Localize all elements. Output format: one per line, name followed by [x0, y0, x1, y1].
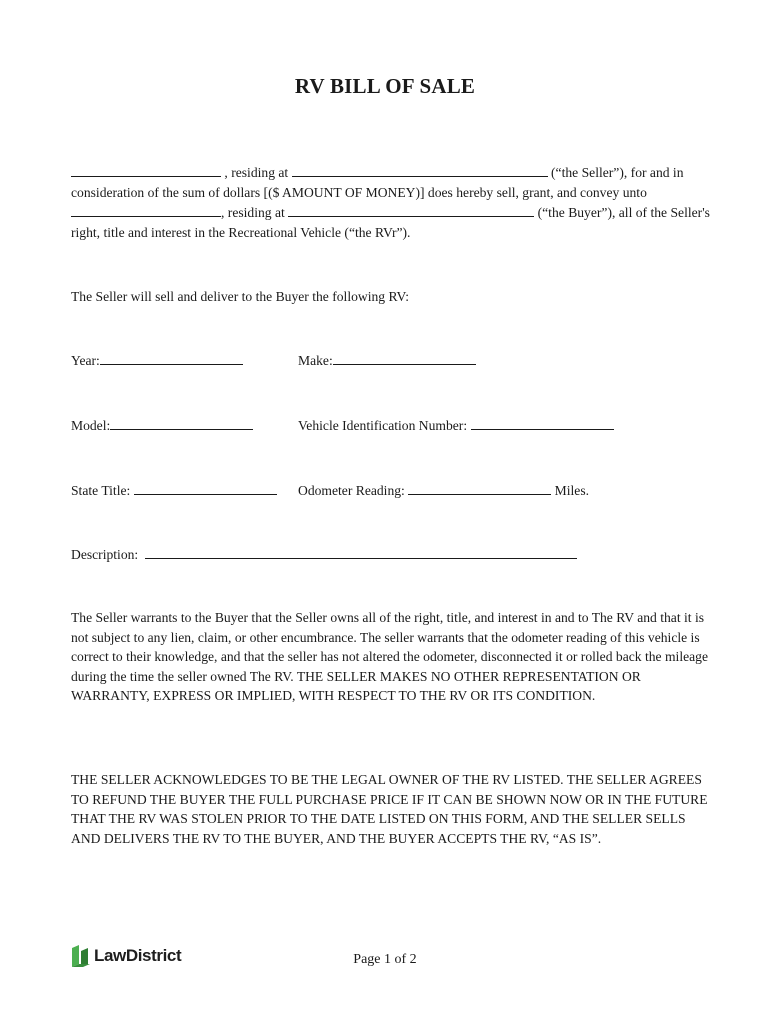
state-title-blank[interactable]	[134, 480, 277, 495]
model-label: Model:	[71, 418, 111, 433]
odometer-blank[interactable]	[408, 480, 551, 495]
model-blank[interactable]	[110, 415, 253, 430]
year-blank[interactable]	[100, 350, 243, 365]
acknowledgement-paragraph: THE SELLER ACKNOWLEDGES TO BE THE LEGAL OWNER OF THE RV LISTED. THE SELLER AGREES TO REFUND THE BUYER THE FULL PURCHASE PRICE IF IT CAN BE SHOWN NOW OR IN THE FUTURE THAT THE RV WAS STOLEN PRIOR TO THE DATE LISTED ON THIS FORM, AND THE SELLER SELLS AND DELIVERS THE RV TO THE BUYER, AND THE BUYER ACCEPTS THE RV, “AS IS”.	[71, 772, 708, 846]
buyer-address-blank[interactable]	[288, 202, 534, 217]
vin-label: Vehicle Identification Number:	[298, 418, 468, 433]
make-label: Make:	[298, 353, 333, 368]
page-number: Page 1 of 2	[353, 952, 417, 967]
description-label: Description:	[71, 547, 139, 562]
seller-name-blank[interactable]	[71, 162, 221, 177]
intro-text-4: , residing at	[221, 205, 285, 220]
state-title-label: State Title:	[71, 483, 131, 498]
miles-label: Miles.	[554, 483, 590, 498]
warranty-paragraph: The Seller warrants to the Buyer that the Seller owns all of the right, title, and interest in and to The RV and that it is not subject to any lien, claim, or other encumbrance. The seller warrants that the odometer reading of this vehicle is correct to their knowledge, and that the seller has not altered the odometer, disconnected it or rolled back the mileage during the time the seller owned The RV. THE SELLER MAKES NO OTHER REPRESENTATION OR WARRANTY, EXPRESS OR IMPLIED, WITH RESPECT TO THE RV OR ITS CONDITION.	[71, 610, 708, 703]
year-label: Year:	[71, 353, 100, 368]
intro-text-3: [($ AMOUNT OF MONEY)] does hereby sell, grant, and convey unto	[263, 184, 647, 200]
vin-blank[interactable]	[471, 415, 614, 430]
intro-paragraph	[71, 162, 711, 242]
odometer-label: Odometer Reading:	[298, 483, 405, 498]
intro-text-5: (“the Buyer”), all of the Seller's right, title and interest in the Recreational Vehicle (“the RVr”).	[71, 205, 710, 240]
buyer-name-blank[interactable]	[71, 202, 221, 217]
seller-address-blank[interactable]	[292, 162, 548, 177]
description-blank[interactable]	[145, 544, 577, 559]
document-title: RV BILL OF SALE	[294, 74, 476, 98]
sell-statement: The Seller will sell and deliver to the Buyer the following RV:	[71, 289, 410, 304]
intro-text-2: (“the Seller”), for and in consideration of the sum of dollars	[71, 165, 684, 200]
make-blank[interactable]	[333, 350, 476, 365]
logo-text: LawDistrict	[94, 946, 182, 965]
intro-text-1: , residing at	[224, 165, 289, 180]
